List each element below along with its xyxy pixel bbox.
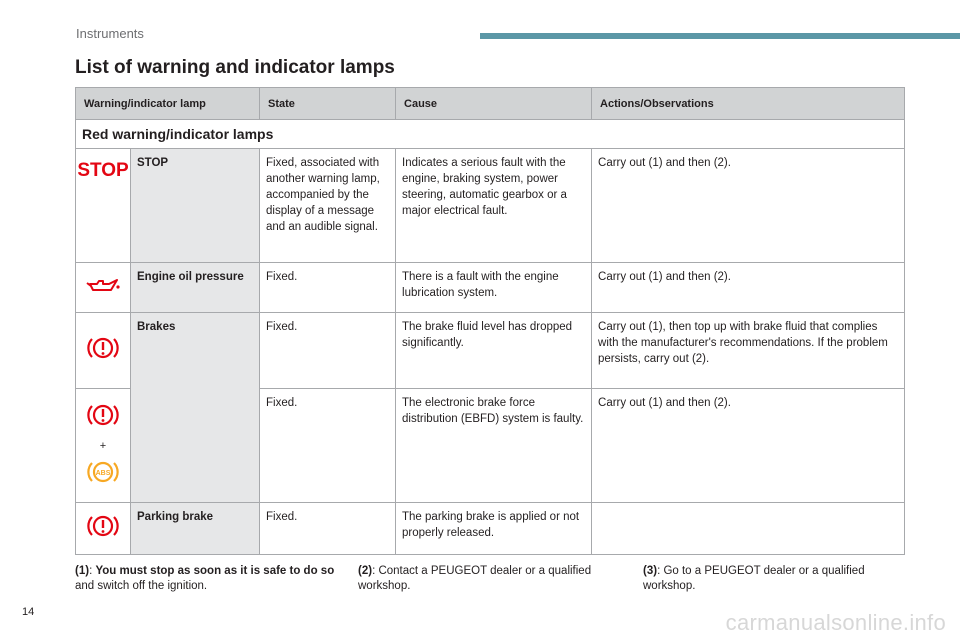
brake-warning-icon (76, 313, 131, 389)
lamp-name: Parking brake (131, 503, 260, 555)
oil-can-icon (76, 263, 131, 313)
table-row (76, 503, 905, 555)
column-header-lamp: Warning/indicator lamp (76, 88, 260, 120)
lamp-action: Carry out (1) and then (2). (592, 149, 905, 263)
lamp-action (592, 503, 905, 555)
section-label: Instruments (76, 26, 144, 41)
footnote-2-label: (2) (358, 565, 373, 577)
footnote-3-label: (3) (643, 565, 658, 577)
lamp-state: Fixed. (260, 313, 396, 389)
lamp-action: Carry out (1), then top up with brake fluid that complies with the manufacturer's recommendations. If the problem persists, carry out (2). (592, 313, 905, 389)
lamp-action: Carry out (1) and then (2). (592, 263, 905, 313)
abs-icon (86, 457, 120, 487)
lamp-state: Fixed. (260, 503, 396, 555)
table-row (76, 313, 905, 389)
lamp-cause: The brake fluid level has dropped significantly. (396, 313, 592, 389)
footnote-3 (643, 564, 903, 594)
lamp-cause: The parking brake is applied or not properly released. (396, 503, 592, 555)
page-number: 14 (22, 606, 35, 618)
column-header-state: State (260, 88, 396, 120)
brake-abs-icon-group (76, 389, 131, 503)
brake-warning-icon (86, 400, 120, 430)
footnote-1-text: and switch off the ignition. (75, 580, 208, 592)
lamp-cause: There is a fault with the engine lubrication system. (396, 263, 592, 313)
lamp-name: Engine oil pressure (131, 263, 260, 313)
lamp-state: Fixed. (260, 263, 396, 313)
lamp-cause: Indicates a serious fault with the engine, braking system, power steering, automatic gearbox or a major electrical fault. (396, 149, 592, 263)
footnote-1: (1): You must stop as soon as it is safe to do so and switch off the ignition. (75, 565, 335, 592)
footnote-3-text: : Go to a PEUGEOT dealer or a qualified workshop. (643, 565, 865, 592)
footnote-1-label: (1) (75, 565, 90, 577)
lamp-cause: The electronic brake force distribution (EBFD) system is faulty. (396, 389, 592, 503)
group-row (76, 120, 905, 149)
footnote-2-text: : Contact a PEUGEOT dealer or a qualified workshop. (358, 565, 592, 592)
stop-warning-icon (76, 149, 131, 263)
table-header-row (76, 88, 905, 120)
parking-brake-icon (76, 503, 131, 555)
warning-lamps-table (75, 87, 905, 555)
group-title: Red warning/indicator lamps (76, 120, 905, 149)
lamp-name: STOP (131, 149, 260, 263)
footnote-1-bold: You must stop as soon as it is safe to do so (95, 565, 335, 577)
table-row (76, 149, 905, 263)
lamp-name: Brakes (131, 313, 260, 503)
svg-text:ABS: ABS (95, 469, 111, 477)
table-row (76, 263, 905, 313)
lamp-state: Fixed, associated with another warning lamp, accompanied by the display of a message and an audible signal. (260, 149, 396, 263)
lamp-state: Fixed. (260, 389, 396, 503)
column-header-actions: Actions/Observations (592, 88, 905, 120)
accent-bar (480, 33, 960, 39)
plus-sign: + (99, 439, 107, 452)
svg-text:STOP: STOP (77, 160, 129, 181)
watermark: carmanualsonline.info (725, 610, 946, 635)
lamp-action: Carry out (1) and then (2). (592, 389, 905, 503)
footnote-2 (358, 564, 623, 594)
page-title: List of warning and indicator lamps (75, 57, 395, 78)
column-header-cause: Cause (396, 88, 592, 120)
